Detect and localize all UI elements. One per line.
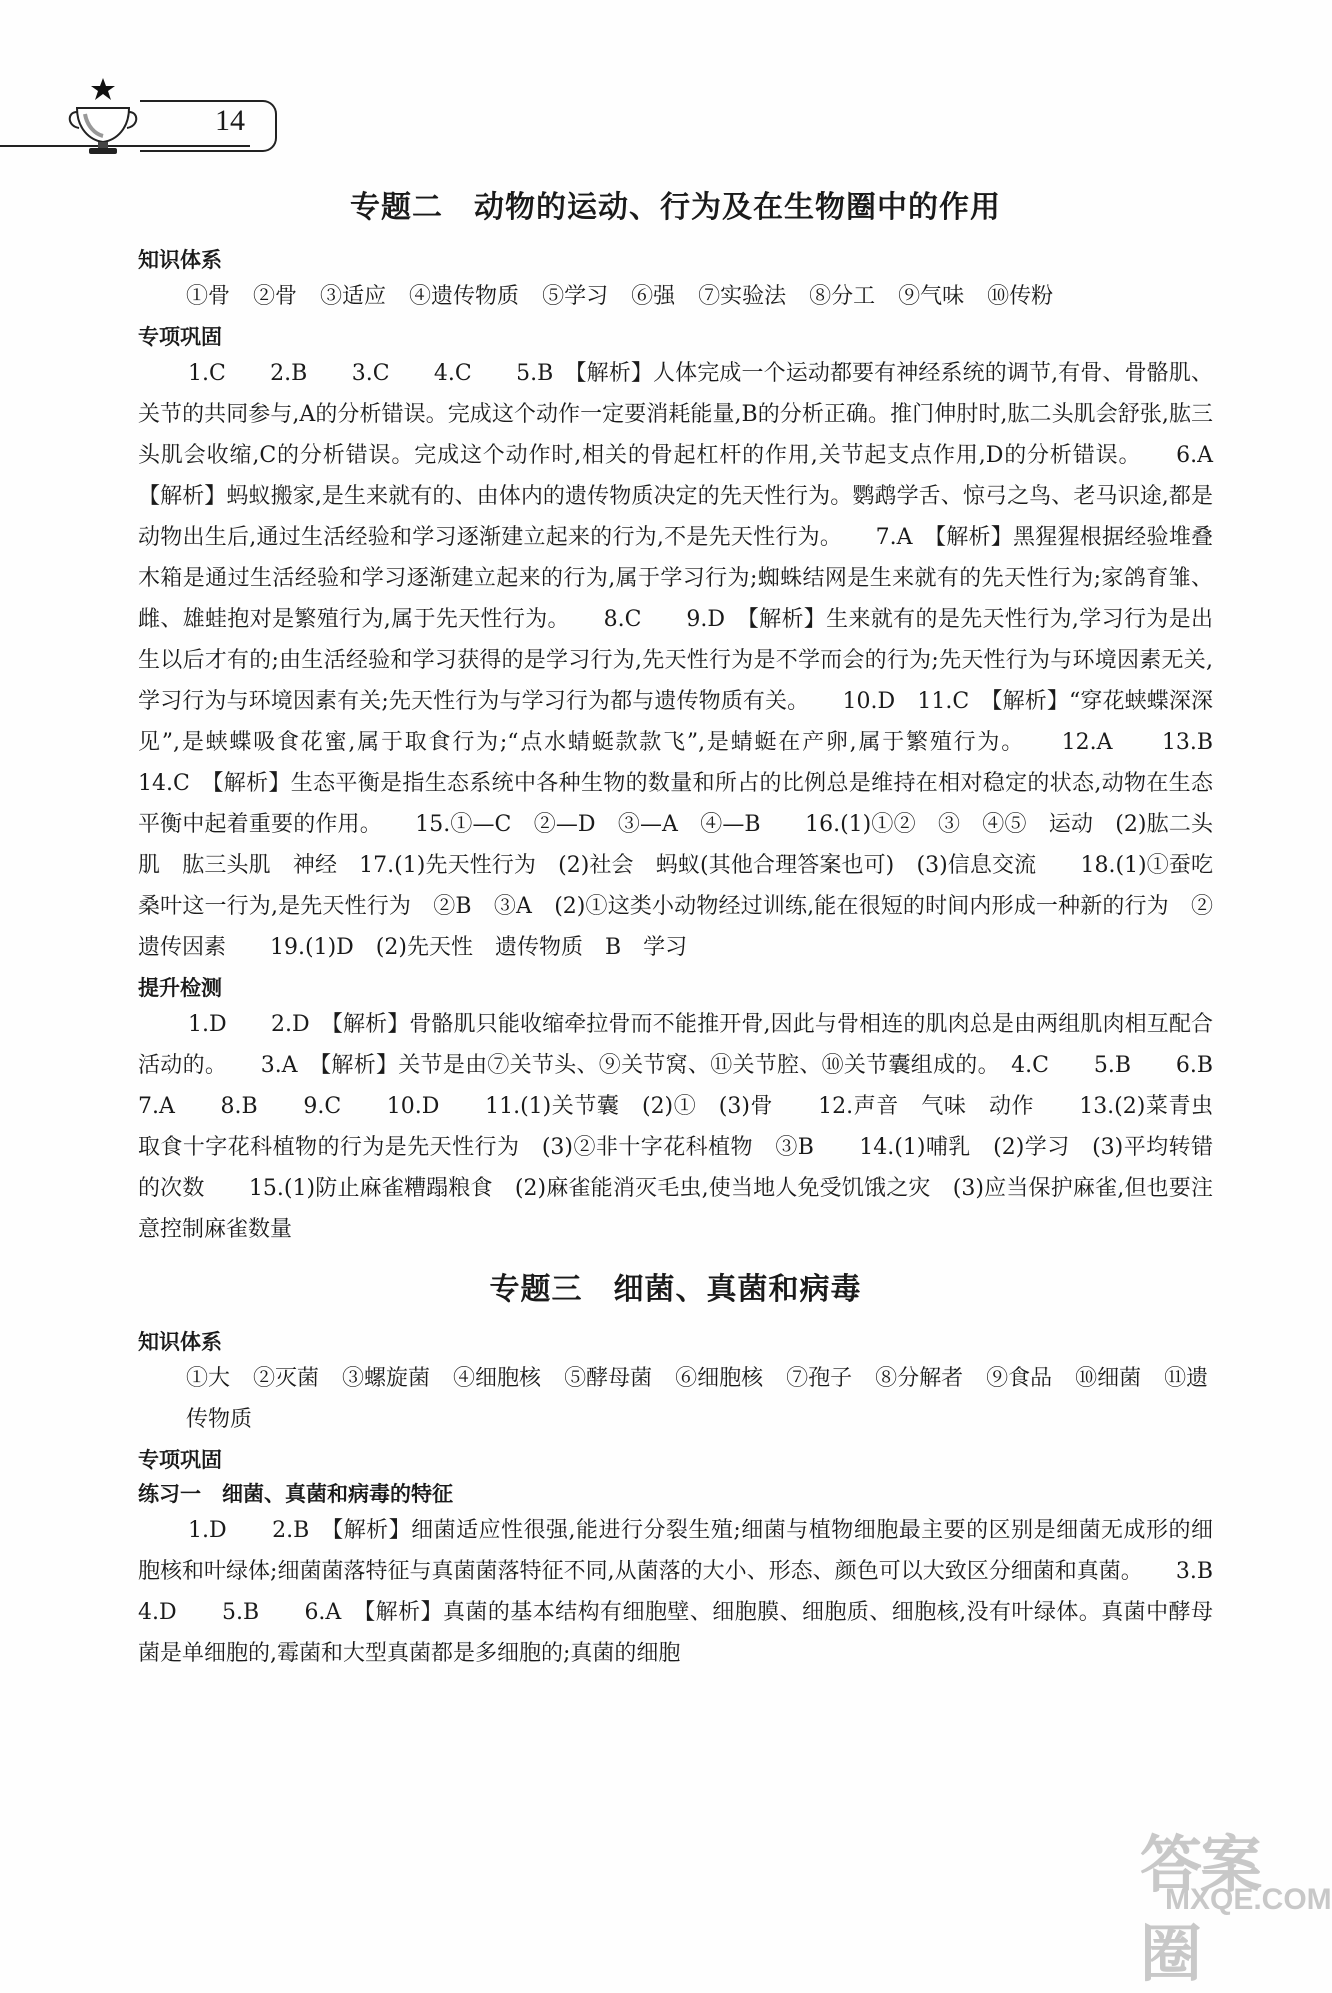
knowledge-item: ⑥强: [631, 284, 676, 309]
topic2-practice-text: 1.C 2.B 3.C 4.C 5.B 【解析】人体完成一个运动都要有神经系统的调节,有骨、骨骼肌、关节的共同参与,A的分析错误。完成这个动作一定要消耗能量,B的分析正确。推门伸肘时,肱二头肌会舒张,肱三头肌会收缩,C的分析错误。完成这个动作时,相关的骨起杠杆的作用,关节起支点作用,D的分析错误。 6.A 【解析】蚂蚁搬家,是生来就有的、由体内的遗传物质决定的先天性行为。鹦鹉学舌、惊弓之鸟、老马识途,都是动物出生后,通过生活经验和学习逐渐建立起来的行为,不是先天性行为。 7.A 【解析】黑猩猩根据经验堆叠木箱是通过生活经验和学习逐渐建立起来的行为,属于学习行为;蜘蛛结网是生来就有的先天性行为;家鸽育雏、雌、雄蛙抱对是繁殖行为,属于先天性行为。 8.C 9.D 【解析】生来就有的是先天性行为,学习行为是出生以后才有的;由生活经验和学习获得的是学习行为,先天性行为是不学而会的行为;先天性行为与环境因素无关,学习行为与环境因素有关;先天性行为与学习行为都与遗传物质有关。 10.D 11.C 【解析】“穿花蛱蝶深深见”,是蛱蝶吸食花蜜,属于取食行为;“点水蜻蜓款款飞”,是蜻蜓在产卵,属于繁殖行为。 12.A 13.B 14.C 【解析】生态平衡是指生态系统中各种生物的数量和所占的比例总是维持在相对稳定的状态,动物在生态平衡中起着重要的作用。 15.①—C ②—D ③—A ④—B 16.(1)①② ③ ④⑤ 运动 (2)肱二头肌 肱三头肌 神经 17.(1)先天性行为 (2)社会 蚂蚁(其他合理答案也可) (3)信息交流 18.(1)①蚕吃桑叶这一行为,是先天性行为 ②B ③A (2)①这类小动物经过训练,能在很短的时间内形成一种新的行为 ②遗传因素 19.(1)D (2)先天性 遗传物质 B 学习: [138, 361, 1258, 960]
page-number: 14: [215, 104, 245, 137]
knowledge-item: ②灭菌: [253, 1366, 320, 1391]
topic2-knowledge-heading: 知识体系: [138, 248, 222, 272]
topic2-advanced-heading: 提升检测: [138, 976, 222, 1000]
topic3-exercise-text: 1.D 2.B 【解析】细菌适应性很强,能进行分裂生殖;细菌与植物细胞最主要的区别是细菌无成形的细胞核和叶绿体;细菌菌落特征与真菌菌落特征不同,从菌落的大小、形态、颜色可以大致区分细菌和真菌。 3.B 4.D 5.B 6.A 【解析】真菌的基本结构有细胞壁、细胞膜、细胞质、细胞核,没有叶绿体。真菌中酵母菌是单细胞的,霉菌和大型真菌都是多细胞的;真菌的细胞: [138, 1518, 1258, 1666]
knowledge-item: ⑤学习: [542, 284, 609, 309]
knowledge-item: ⑩细菌: [1075, 1366, 1142, 1391]
knowledge-item: ⑧分解者: [875, 1366, 964, 1391]
watermark-text: 答案圈: [1140, 1831, 1261, 1989]
knowledge-item: ⑩传粉: [987, 284, 1054, 309]
knowledge-item: ⑨食品: [986, 1366, 1053, 1391]
knowledge-item: ④遗传物质: [409, 284, 520, 309]
knowledge-item: ①骨: [186, 284, 231, 309]
watermark-url: MXQE.COM: [1165, 1883, 1332, 1916]
knowledge-item: ⑥细胞核: [675, 1366, 764, 1391]
topic3-knowledge-items: [138, 1358, 1213, 1440]
topic2-title: 专题二 动物的运动、行为及在生物圈中的作用: [350, 190, 1001, 225]
knowledge-item: ③螺旋菌: [342, 1366, 431, 1391]
watermark-logo: [1140, 1815, 1332, 1993]
topic2-advanced-text: 1.D 2.D 【解析】骨骼肌只能收缩牵拉骨而不能推开骨,因此与骨相连的肌肉总是由两组肌肉相互配合活动的。 3.A 【解析】关节是由⑦关节头、⑨关节窝、⑪关节腔、⑩关节囊组成的。 4.C 5.B 6.B 7.A 8.B 9.C 10.D 11.(1)关节囊 (2)① (3)骨 12.声音 气味 动作 13.(2)菜青虫取食十字花科植物的行为是先天性行为 (3)②非十字花科植物 ③B 14.(1)哺乳 (2)学习 (3)平均转错的次数 15.(1)防止麻雀糟蹋粮食 (2)麻雀能消灭毛虫,使当地人免受饥饿之灾 (3)应当保护麻雀,但也要注意控制麻雀数量: [138, 1012, 1258, 1242]
knowledge-item: ⑦实验法: [698, 284, 787, 309]
page-content: [138, 182, 1258, 1674]
topic2-practice-heading: 专项巩固: [138, 325, 222, 349]
topic3-knowledge-heading: 知识体系: [138, 1330, 222, 1354]
topic3-title: 专题三 细菌、真菌和病毒: [489, 1272, 862, 1307]
topic3-exercise-heading: 练习一 细菌、真菌和病毒的特征: [138, 1482, 453, 1506]
knowledge-item: ①大: [186, 1366, 231, 1391]
knowledge-item: ⑨气味: [898, 284, 965, 309]
knowledge-item: ②骨: [253, 284, 298, 309]
knowledge-item: ④细胞核: [453, 1366, 542, 1391]
knowledge-item: ⑤酵母菌: [564, 1366, 653, 1391]
topic3-practice-heading: 专项巩固: [138, 1448, 222, 1472]
knowledge-item: ③适应: [320, 284, 387, 309]
knowledge-item: ⑧分工: [809, 284, 876, 309]
page-number-frame: [140, 100, 277, 152]
topic2-knowledge-items: [138, 276, 1213, 317]
knowledge-item: ⑪遗传物质: [186, 1366, 1209, 1432]
knowledge-item: ⑦孢子: [786, 1366, 853, 1391]
